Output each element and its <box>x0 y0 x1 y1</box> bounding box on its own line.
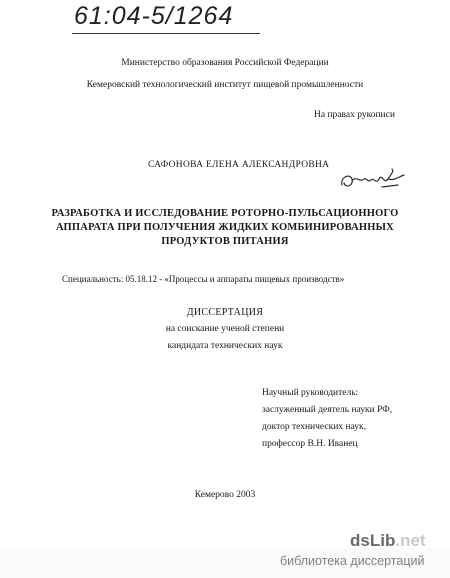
author-name: САФОНОВА ЕЛЕНА АЛЕКСАНДРОВНА <box>148 160 330 170</box>
author-signature <box>338 167 408 193</box>
archive-code: 61:04-5/1264 <box>74 2 234 30</box>
dissertation-heading: ДИССЕРТАЦИЯ <box>186 307 264 318</box>
supervisor-line-1: заслуженный деятель науки РФ, <box>262 405 393 415</box>
degree-line-2: кандидата технических наук <box>167 341 283 351</box>
watermark-caption: библиотека диссертаций <box>280 554 425 568</box>
watermark-logo-main: dsLib <box>350 531 396 550</box>
rights-note: На правах рукописи <box>314 110 395 120</box>
archive-code-underline <box>72 33 260 34</box>
title-line-1: РАЗРАБОТКА И ИССЛЕДОВАНИЕ РОТОРНО-ПУЛЬСАЦИОННОГО <box>51 208 399 219</box>
title-line-3: ПРОДУКТОВ ПИТАНИЯ <box>161 236 289 247</box>
supervisor-label: Научный руководитель: <box>262 388 359 398</box>
institute-line: Кемеровский технологический институт пищевой промышленности <box>86 80 364 90</box>
degree-line-1: на соискание ученой степени <box>165 324 285 334</box>
watermark-logo-suffix: .net <box>395 531 426 550</box>
ministry-line: Министерство образования Российской Федерации <box>121 58 329 68</box>
supervisor-line-3: профессор В.Н. Иванец <box>262 439 358 449</box>
supervisor-line-2: доктор технических наук, <box>262 422 366 432</box>
city-year: Кемерово 2003 <box>194 490 256 500</box>
specialty-line: Специальность: 05.18.12 - «Процессы и аппараты пищевых производств» <box>62 274 345 284</box>
watermark-logo <box>350 531 426 551</box>
title-line-2: АППАРАТА ПРИ ПОЛУЧЕНИЯ ЖИДКИХ КОМБИНИРОВАННЫХ <box>56 222 394 233</box>
